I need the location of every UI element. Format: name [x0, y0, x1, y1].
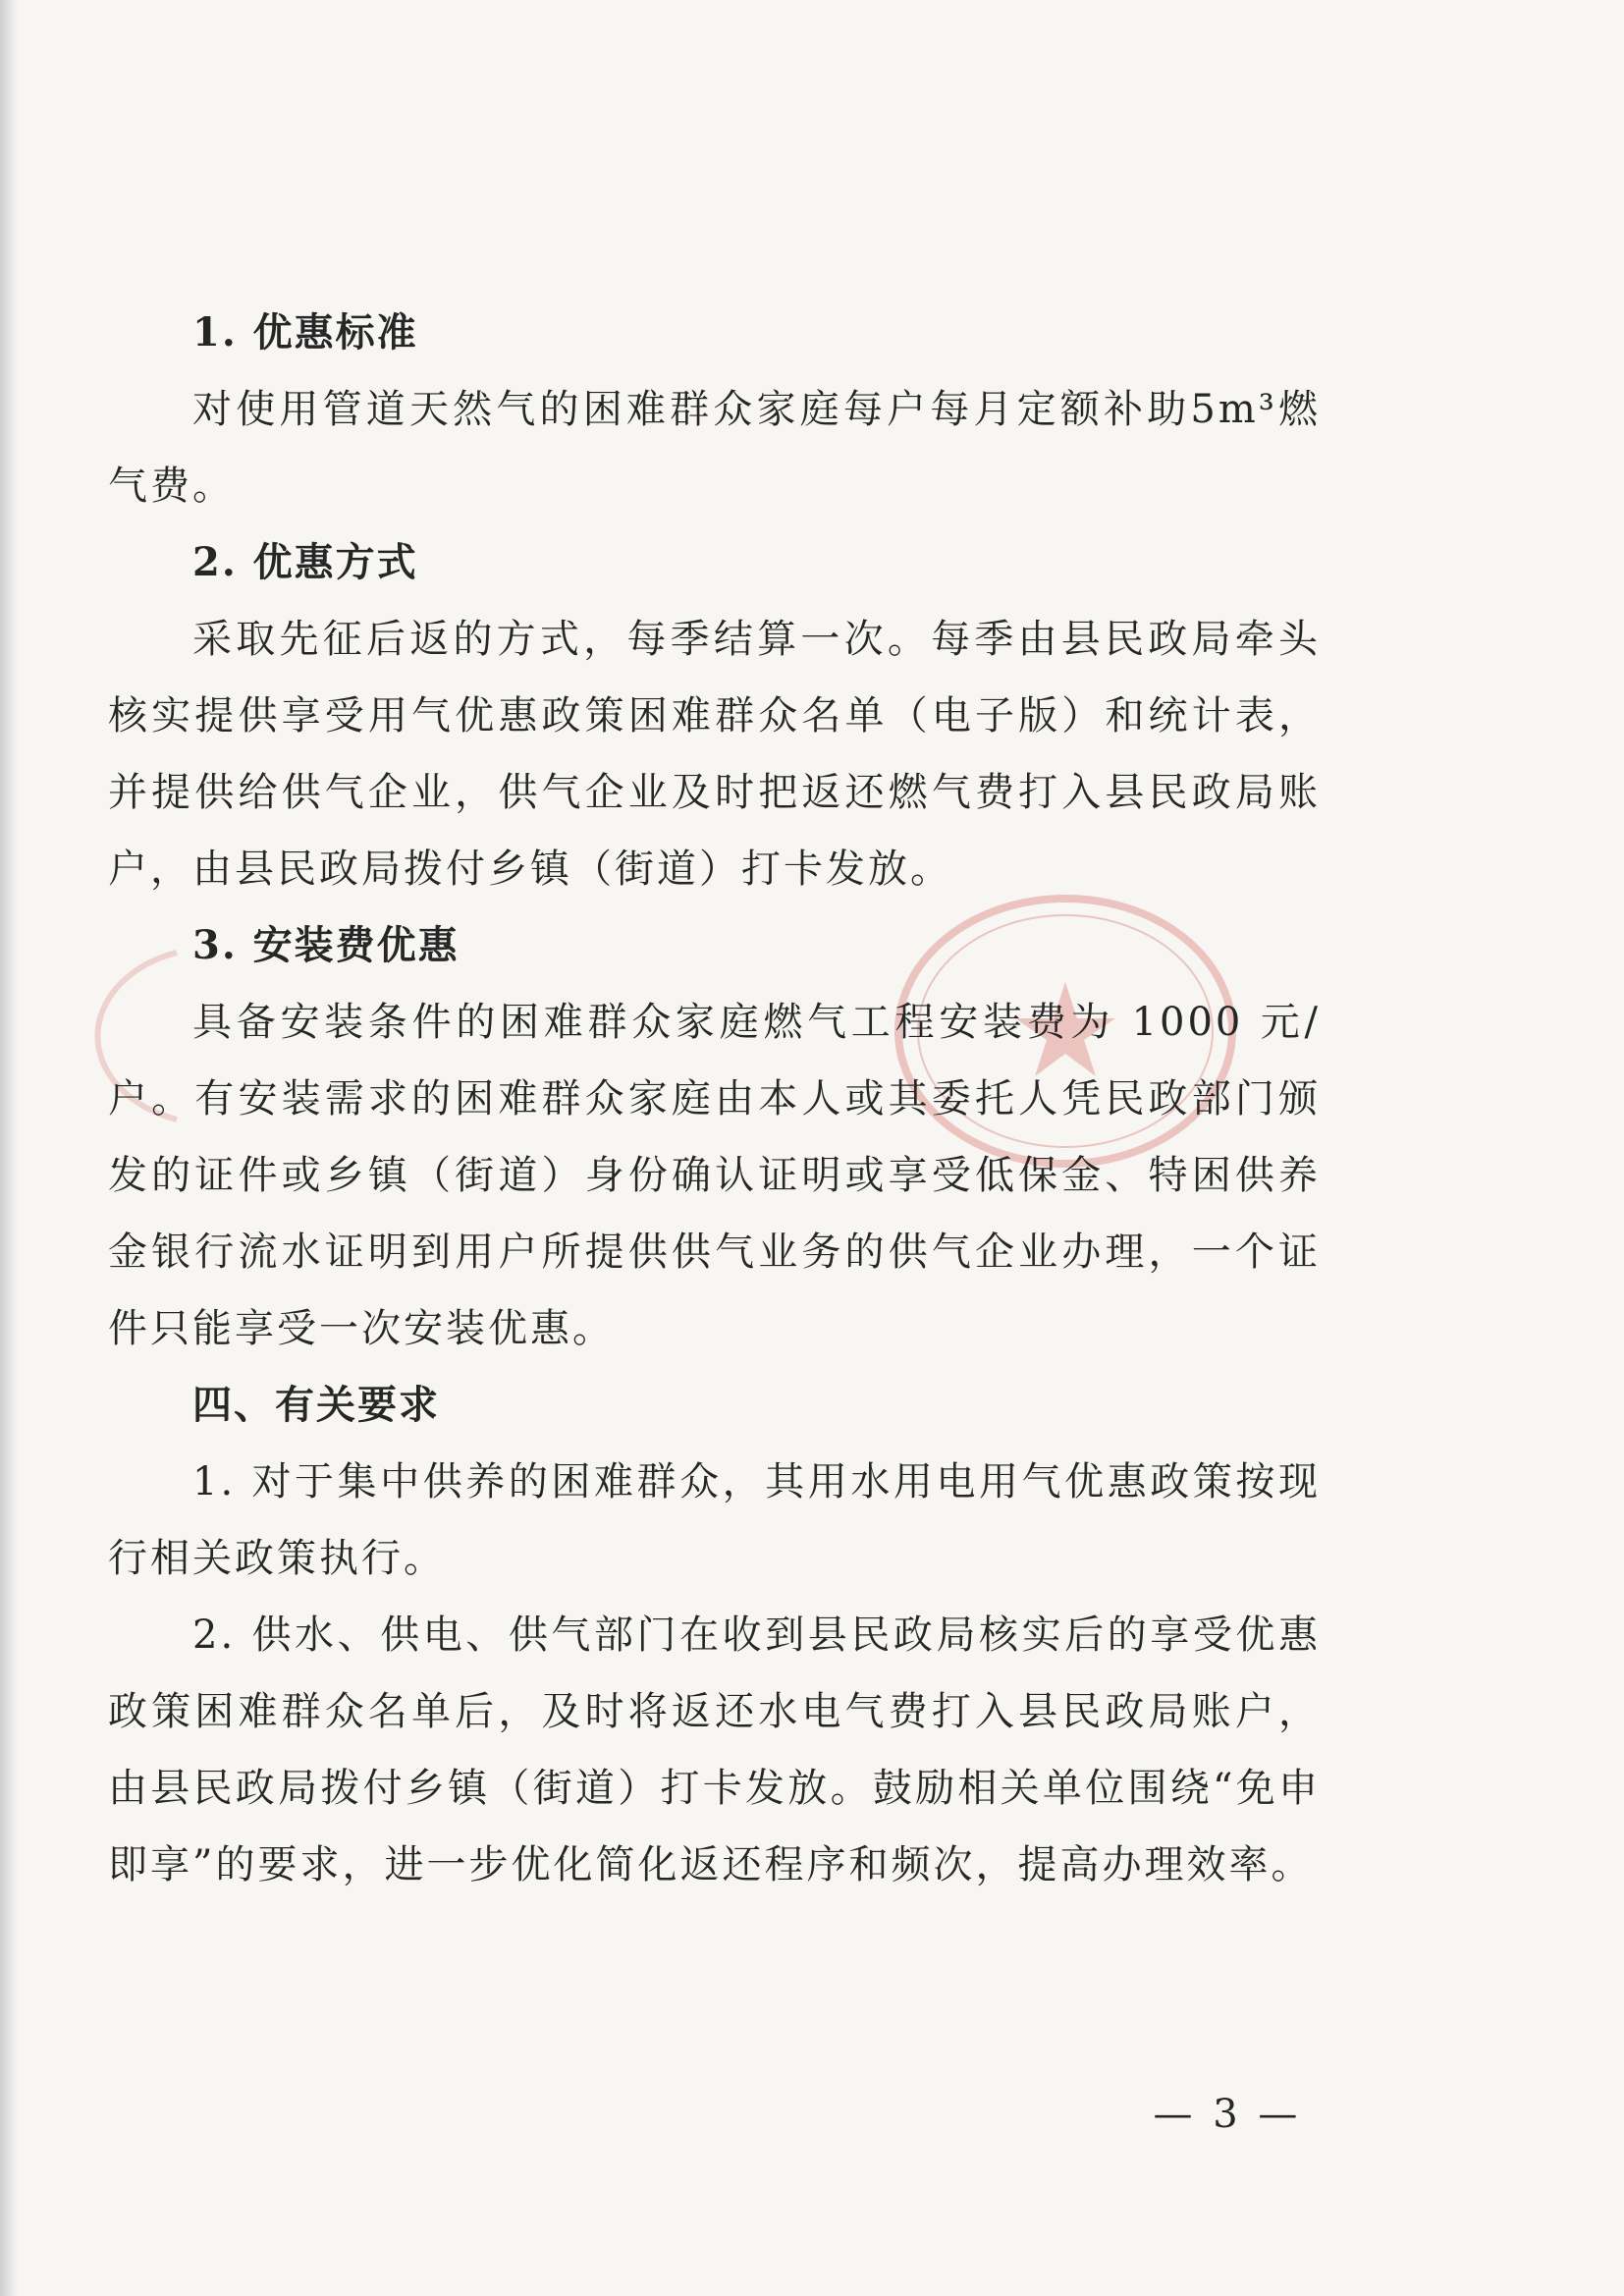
document-body	[108, 295, 1321, 1903]
section-heading-discount-method: 2. 优惠方式	[192, 539, 418, 585]
paragraph-discount-method: 采取先征后返的方式，每季结算一次。每季由县民政局牵头核实提供享受用气优惠政策困难群众名单（电子版）和统计表，并提供给供气企业，供气企业及时把返还燃气费打入县民政局账户，由县民政局拨付乡镇（街道）打卡发放。	[108, 617, 1321, 892]
section-heading-discount-standard: 1. 优惠标准	[192, 309, 418, 355]
paragraph-requirement-2: 2. 供水、供电、供气部门在收到县民政局核实后的享受优惠政策困难群众名单后，及时将返还水电气费打入县民政局账户，由县民政局拨付乡镇（街道）打卡发放。鼓励相关单位围绕“免申即享”的要求，进一步优化简化返还程序和频次，提高办理效率。	[108, 1613, 1321, 1887]
page-number: — 3 —	[1153, 2092, 1302, 2137]
paragraph-requirement-1: 1. 对于集中供养的困难群众，其用水用电用气优惠政策按现行相关政策执行。	[108, 1459, 1321, 1581]
section-heading-installation-discount: 3. 安装费优惠	[192, 922, 460, 968]
scan-edge-shadow	[0, 0, 18, 2296]
paragraph-installation-discount: 具备安装条件的困难群众家庭燃气工程安装费为 1000 元/户。有安装需求的困难群众家庭由本人或其委托人凭民政部门颁发的证件或乡镇（街道）身份确认证明或享受低保金、特困供养金银行流水证明到用户所提供供气业务的供气企业办理，一个证件只能享受一次安装优惠。	[108, 1000, 1321, 1351]
paragraph-discount-standard: 对使用管道天然气的困难群众家庭每户每月定额补助5m³燃气费。	[108, 387, 1321, 509]
section-heading-requirements: 四、有关要求	[192, 1382, 440, 1428]
